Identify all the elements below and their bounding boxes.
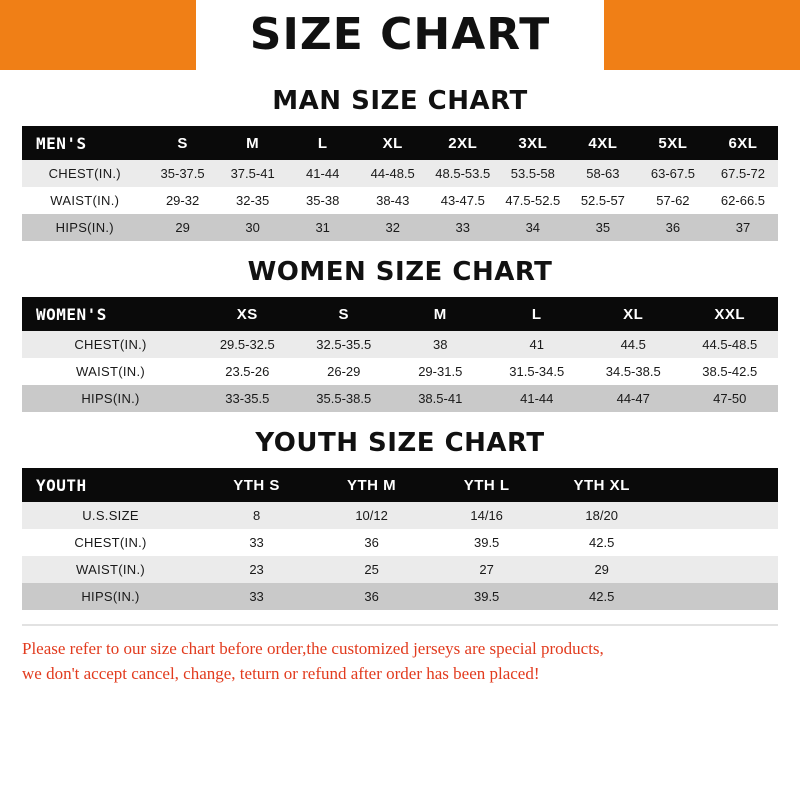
table-header-row [22, 297, 778, 331]
women-hips-xs: 33-35.5 [199, 385, 295, 412]
youth-header-l: YTH L [429, 468, 544, 502]
women-section-title: WOMEN SIZE CHART [247, 257, 553, 287]
youth-chest-s: 33 [199, 529, 314, 556]
table-row [22, 385, 778, 412]
men-waist-6xl: 62-66.5 [708, 187, 778, 214]
women-header-m: M [392, 297, 488, 331]
women-hips-xl: 44-47 [585, 385, 681, 412]
men-hips-4xl: 35 [568, 214, 638, 241]
youth-ussize-l: 14/16 [429, 502, 544, 529]
youth-waist-spacer [659, 556, 778, 583]
women-header-label: WOMEN'S [22, 297, 199, 331]
men-chest-m: 37.5-41 [218, 160, 288, 187]
women-header-l: L [489, 297, 585, 331]
youth-chest-label: CHEST(IN.) [22, 529, 199, 556]
women-waist-s: 26-29 [296, 358, 392, 385]
men-hips-3xl: 34 [498, 214, 568, 241]
men-hips-s: 29 [148, 214, 218, 241]
men-waist-5xl: 57-62 [638, 187, 708, 214]
women-chest-label: CHEST(IN.) [22, 331, 199, 358]
youth-hips-xl: 42.5 [544, 583, 659, 610]
table-header-row [22, 126, 778, 160]
men-waist-label: WAIST(IN.) [22, 187, 148, 214]
women-waist-xxl: 38.5-42.5 [681, 358, 778, 385]
youth-ussize-m: 10/12 [314, 502, 429, 529]
youth-chest-spacer [659, 529, 778, 556]
men-waist-xl: 38-43 [358, 187, 428, 214]
women-hips-s: 35.5-38.5 [296, 385, 392, 412]
women-hips-l: 41-44 [489, 385, 585, 412]
women-header-xxl: XXL [681, 297, 778, 331]
table-row [22, 187, 778, 214]
men-waist-4xl: 52.5-57 [568, 187, 638, 214]
women-waist-xl: 34.5-38.5 [585, 358, 681, 385]
youth-waist-xl: 29 [544, 556, 659, 583]
men-chest-4xl: 58-63 [568, 160, 638, 187]
footer-line-2: we don't accept cancel, change, teturn or refund after order has been placed! [22, 664, 540, 683]
women-hips-m: 38.5-41 [392, 385, 488, 412]
youth-hips-label: HIPS(IN.) [22, 583, 199, 610]
youth-header-xl: YTH XL [544, 468, 659, 502]
table-row [22, 502, 778, 529]
page-title: SIZE CHART [249, 9, 551, 60]
men-header-m: M [218, 126, 288, 160]
women-hips-xxl: 47-50 [681, 385, 778, 412]
men-waist-3xl: 47.5-52.5 [498, 187, 568, 214]
youth-header-s: YTH S [199, 468, 314, 502]
men-chest-6xl: 67.5-72 [708, 160, 778, 187]
men-header-6xl: 6XL [708, 126, 778, 160]
youth-waist-label: WAIST(IN.) [22, 556, 199, 583]
youth-ussize-spacer [659, 502, 778, 529]
men-hips-l: 31 [288, 214, 358, 241]
men-header-xl: XL [358, 126, 428, 160]
youth-hips-s: 33 [199, 583, 314, 610]
men-waist-2xl: 43-47.5 [428, 187, 498, 214]
youth-ussize-label: U.S.SIZE [22, 502, 199, 529]
table-row [22, 358, 778, 385]
youth-size-table [22, 468, 778, 610]
youth-hips-m: 36 [314, 583, 429, 610]
men-hips-2xl: 33 [428, 214, 498, 241]
men-header-4xl: 4XL [568, 126, 638, 160]
women-chest-xl: 44.5 [585, 331, 681, 358]
youth-header-label: YOUTH [22, 468, 199, 502]
men-chest-2xl: 48.5-53.5 [428, 160, 498, 187]
youth-header-m: YTH M [314, 468, 429, 502]
women-waist-xs: 23.5-26 [199, 358, 295, 385]
men-hips-m: 30 [218, 214, 288, 241]
youth-hips-spacer [659, 583, 778, 610]
youth-waist-m: 25 [314, 556, 429, 583]
women-size-table [22, 297, 778, 412]
men-hips-xl: 32 [358, 214, 428, 241]
youth-waist-s: 23 [199, 556, 314, 583]
youth-waist-l: 27 [429, 556, 544, 583]
youth-chest-m: 36 [314, 529, 429, 556]
youth-ussize-s: 8 [199, 502, 314, 529]
men-waist-s: 29-32 [148, 187, 218, 214]
header-banner [0, 0, 800, 70]
youth-ussize-xl: 18/20 [544, 502, 659, 529]
table-row [22, 331, 778, 358]
table-row [22, 160, 778, 187]
footer-disclaimer [22, 624, 778, 686]
men-header-label: MEN'S [22, 126, 148, 160]
men-waist-l: 35-38 [288, 187, 358, 214]
men-header-2xl: 2XL [428, 126, 498, 160]
women-chest-xs: 29.5-32.5 [199, 331, 295, 358]
men-chest-label: CHEST(IN.) [22, 160, 148, 187]
men-header-s: S [148, 126, 218, 160]
women-chest-s: 32.5-35.5 [296, 331, 392, 358]
men-header-3xl: 3XL [498, 126, 568, 160]
table-header-row [22, 468, 778, 502]
table-row [22, 583, 778, 610]
youth-chest-l: 39.5 [429, 529, 544, 556]
women-waist-label: WAIST(IN.) [22, 358, 199, 385]
women-header-xl: XL [585, 297, 681, 331]
table-row [22, 529, 778, 556]
footer-line-1: Please refer to our size chart before order,the customized jerseys are special products, [22, 639, 604, 658]
men-hips-label: HIPS(IN.) [22, 214, 148, 241]
table-row [22, 556, 778, 583]
women-waist-l: 31.5-34.5 [489, 358, 585, 385]
youth-header-spacer [659, 468, 778, 502]
charts-container [0, 86, 800, 686]
women-header-s: S [296, 297, 392, 331]
table-row [22, 214, 778, 241]
women-chest-l: 41 [489, 331, 585, 358]
women-header-xs: XS [199, 297, 295, 331]
youth-section-title: YOUTH SIZE CHART [255, 428, 545, 458]
youth-chest-xl: 42.5 [544, 529, 659, 556]
men-hips-6xl: 37 [708, 214, 778, 241]
men-header-l: L [288, 126, 358, 160]
women-chest-m: 38 [392, 331, 488, 358]
men-chest-l: 41-44 [288, 160, 358, 187]
men-header-5xl: 5XL [638, 126, 708, 160]
women-chest-xxl: 44.5-48.5 [681, 331, 778, 358]
men-chest-3xl: 53.5-58 [498, 160, 568, 187]
men-size-table [22, 126, 778, 241]
youth-hips-l: 39.5 [429, 583, 544, 610]
men-chest-s: 35-37.5 [148, 160, 218, 187]
men-hips-5xl: 36 [638, 214, 708, 241]
women-waist-m: 29-31.5 [392, 358, 488, 385]
men-chest-xl: 44-48.5 [358, 160, 428, 187]
men-waist-m: 32-35 [218, 187, 288, 214]
men-chest-5xl: 63-67.5 [638, 160, 708, 187]
men-section-title: MAN SIZE CHART [272, 86, 528, 116]
women-hips-label: HIPS(IN.) [22, 385, 199, 412]
